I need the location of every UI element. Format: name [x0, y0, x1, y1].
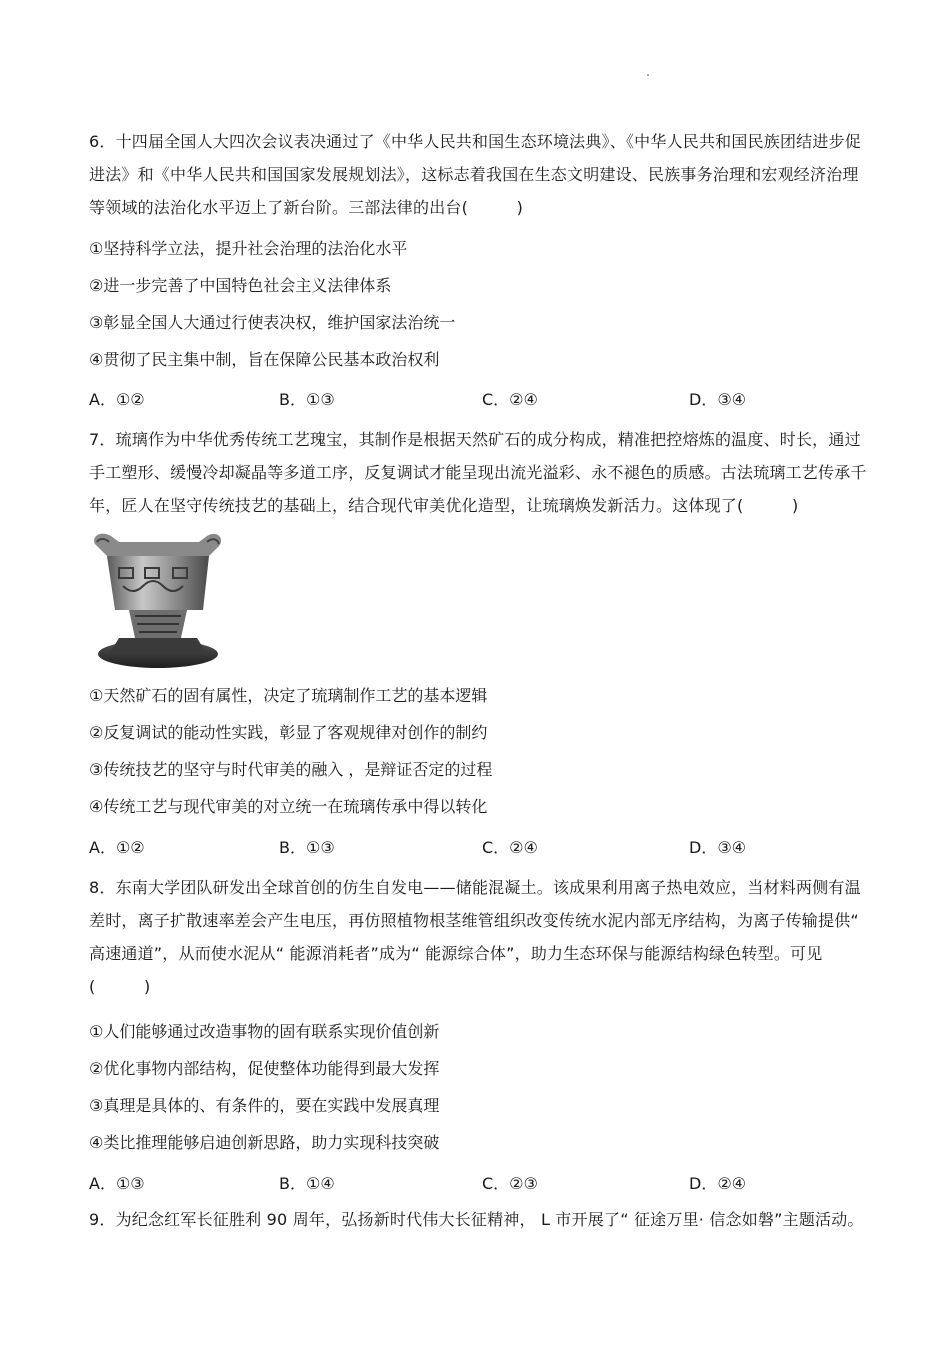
- choice-d[interactable]: D．③④: [689, 390, 747, 409]
- question-7-option-2: ②反复调试的能动性实践，彰显了客观规律对创作的制约: [89, 723, 488, 742]
- question-9-stem: 9．为纪念红军长征胜利 90 周年，弘扬新时代伟大长征精神， L 市开展了“ 征途万里· 信念如磐”主题活动。: [89, 1210, 864, 1229]
- scan-speck: [647, 74, 649, 76]
- question-6-option-4: ④贯彻了民主集中制，旨在保障公民基本政治权利: [89, 350, 440, 369]
- question-6-option-2: ②进一步完善了中国特色社会主义法律体系: [89, 276, 392, 295]
- choice-c[interactable]: C．②③: [482, 1174, 538, 1193]
- question-8-option-1: ①人们能够通过改造事物的固有联系实现价值创新: [89, 1022, 440, 1041]
- question-8-option-3: ③真理是具体的、有条件的，要在实践中发展真理: [89, 1096, 440, 1115]
- choice-a[interactable]: A．①③: [89, 1174, 145, 1193]
- question-8-stem: 8．东南大学团队研发出全球首创的仿生自发电——储能混凝土。该成果利用离子热电效应，当材料两侧有温差时，离子扩散速率差会产生电压，再仿照植物根茎维管组织改变传统水泥内部无序结构，为离子传输提供“ 高速通道”，从而使水泥从“ 能源消耗者”成为“ 能源综合体”，助力生态环保与能源结构绿色转型。可见( ): [89, 878, 861, 996]
- choice-d[interactable]: D．③④: [689, 838, 747, 857]
- question-6-choices: [89, 387, 849, 407]
- choice-b[interactable]: B．①④: [279, 1174, 335, 1193]
- question-6-option-1: ①坚持科学立法，提升社会治理的法治化水平: [89, 239, 408, 258]
- choice-a[interactable]: A．①②: [89, 838, 145, 857]
- choice-c[interactable]: C．②④: [482, 838, 538, 857]
- question-7-stem: 7．琉璃作为中华优秀传统工艺瑰宝，其制作是根据天然矿石的成分构成，精准把控熔炼的温度、时长，通过手工塑形、缓慢冷却凝晶等多道工序，反复调试才能呈现出流光溢彩、永不褪色的质感。古法琉璃工艺传承千年，匠人在坚守传统技艺的基础上，结合现代审美优化造型，让琉璃焕发新活力。这体现了( ): [89, 430, 867, 515]
- liuli-vessel-image: [89, 530, 226, 670]
- question-7-option-1: ①天然矿石的固有属性，决定了琉璃制作工艺的基本逻辑: [89, 686, 488, 705]
- choice-b[interactable]: B．①③: [279, 838, 335, 857]
- question-6-stem: 6．十四届全国人大四次会议表决通过了《中华人民共和国生态环境法典》、《中华人民共和国民族团结进步促进法》和《中华人民共和国国家发展规划法》，这标志着我国在生态文明建设、民族事务治理和宏观经济治理等领域的法治化水平迈上了新台阶。三部法律的出台( ): [89, 132, 861, 217]
- question-8-option-2: ②优化事物内部结构，促使整体功能得到最大发挥: [89, 1059, 440, 1078]
- choice-b[interactable]: B．①③: [279, 390, 335, 409]
- question-8-choices: [89, 1171, 849, 1191]
- choice-a[interactable]: A．①②: [89, 390, 145, 409]
- choice-c[interactable]: C．②④: [482, 390, 538, 409]
- question-8-option-4: ④类比推理能够启迪创新思路，助力实现科技突破: [89, 1133, 440, 1152]
- question-7-choices: [89, 835, 849, 855]
- question-7-option-3: ③传统技艺的坚守与时代审美的融入 ，是辩证否定的过程: [89, 760, 493, 779]
- question-7-option-4: ④传统工艺与现代审美的对立统一在琉璃传承中得以转化: [89, 797, 488, 816]
- question-6-option-3: ③彰显全国人大通过行使表决权，维护国家法治统一: [89, 313, 456, 332]
- choice-d[interactable]: D．②④: [689, 1174, 747, 1193]
